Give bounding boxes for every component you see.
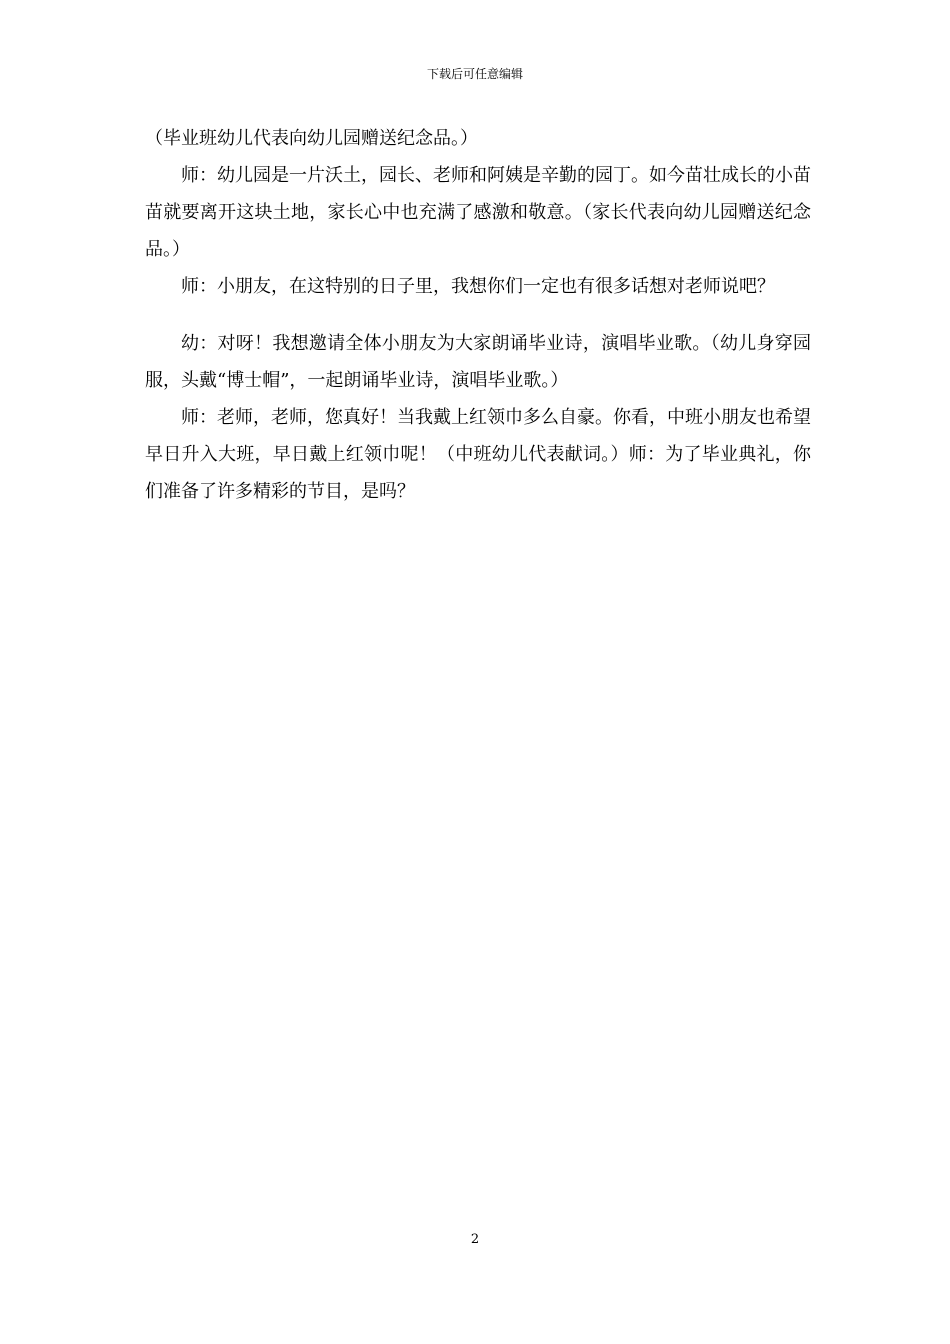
paragraph-children-reply: 幼：对呀！我想邀请全体小朋友为大家朗诵毕业诗，演唱毕业歌。（幼儿身穿园服，头戴“博士帽”，一起朗诵毕业诗，演唱毕业歌。） [145,333,811,391]
paragraph-gift-from-graduates: （毕业班幼儿代表向幼儿园赠送纪念品。） [145,128,478,149]
paragraph-teacher-red-scarf: 师：老师，老师，您真好！当我戴上红领巾多么自豪。你看，中班小朋友也希望早日升入大班，早日戴上红领巾呢！（中班幼儿代表献词。）师：为了毕业典礼，你们准备了许多精彩的节目，是吗？ [145,407,811,502]
paragraph-teacher-parents: 师：幼儿园是一片沃土，园长、老师和阿姨是辛勤的园丁。如今苗壮成长的小苗苗就要离开这块土地，家长心中也充满了感激和敬意。（家长代表向幼儿园赠送纪念品。） [145,165,811,260]
page-header: 下载后可任意编辑 [426,67,523,81]
page-number: 2 [470,1232,480,1247]
document-body [145,120,811,510]
paragraph-spacer [145,305,811,325]
paragraph-teacher-question: 师：小朋友，在这特别的日子里，我想你们一定也有很多话想对老师说吧？ [181,276,775,297]
